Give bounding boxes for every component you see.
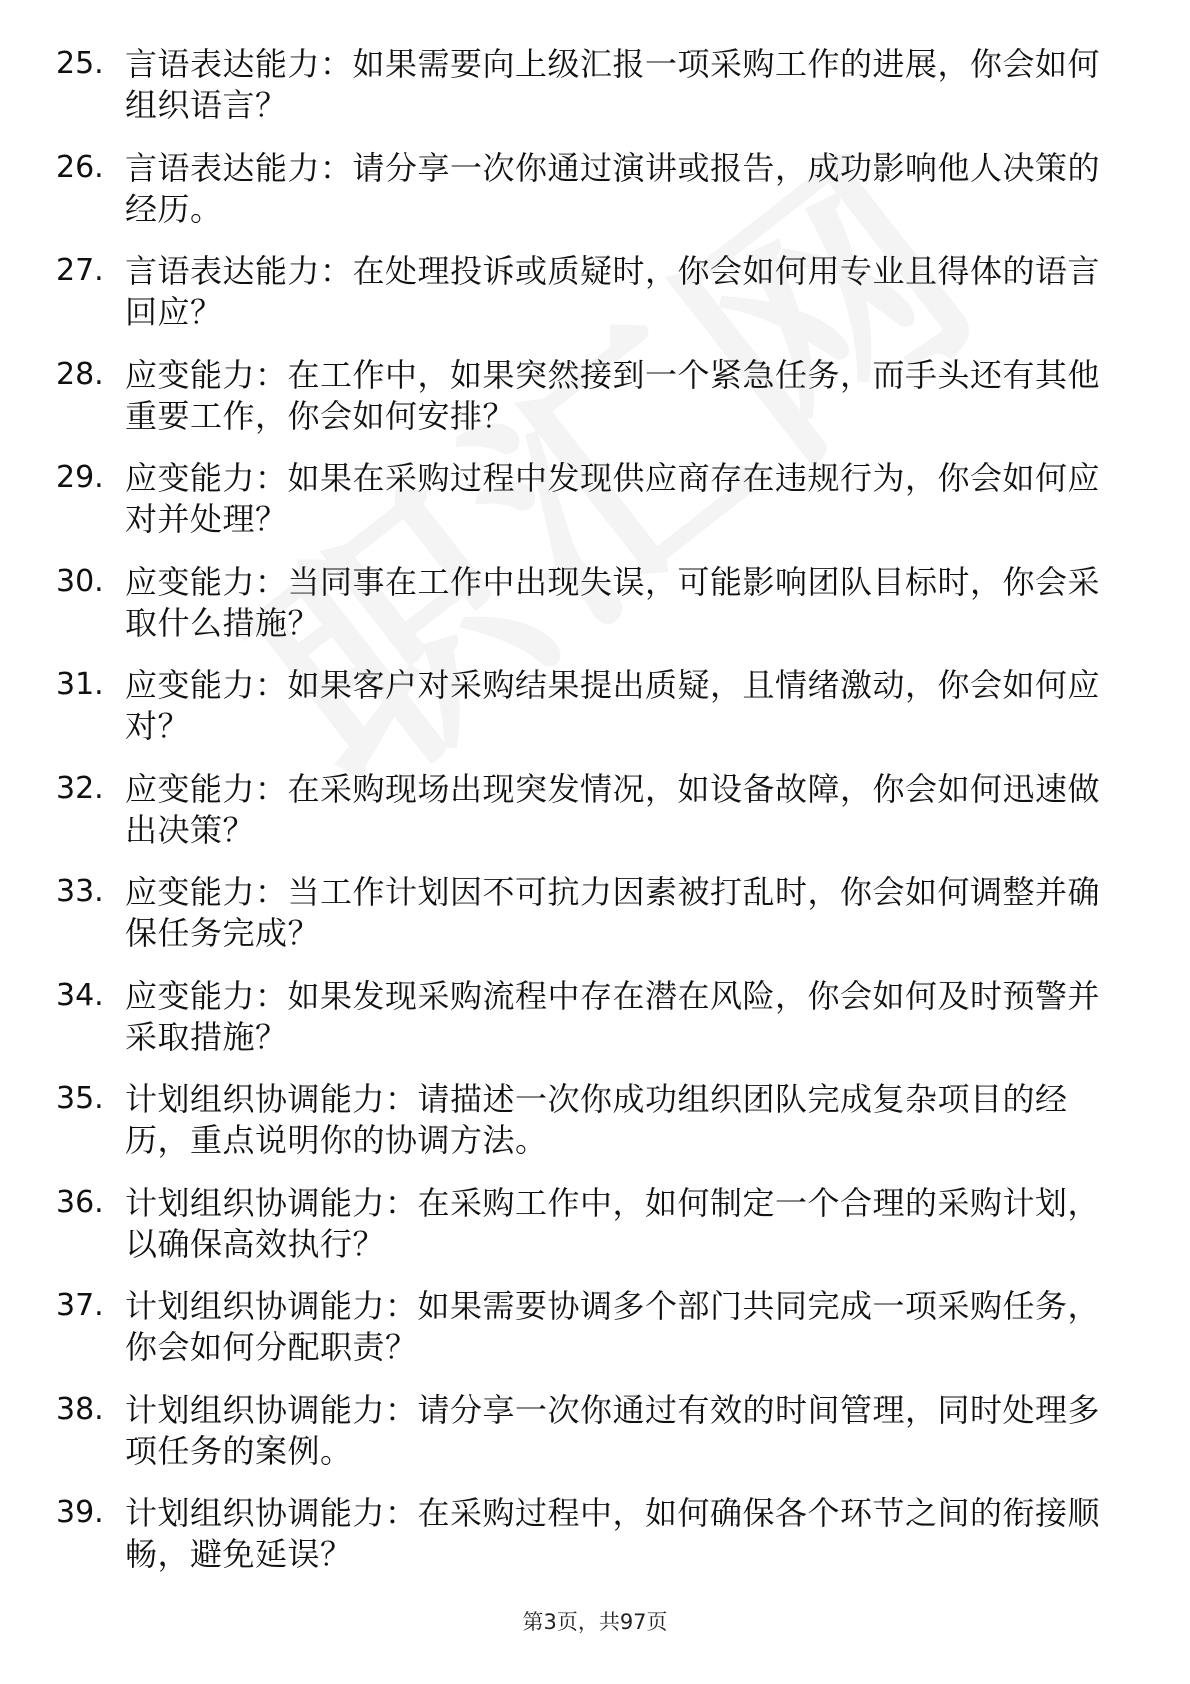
question-text: 应变能力：当同事在工作中出现失误，可能影响团队目标时，你会采取什么措施？ bbox=[125, 562, 1101, 642]
question-item bbox=[0, 665, 1190, 769]
question-text: 言语表达能力：如果需要向上级汇报一项采购工作的进展，你会如何组织语言？ bbox=[125, 45, 1101, 124]
question-number: 27. bbox=[56, 253, 104, 288]
question-text: 应变能力：如果客户对采购结果提出质疑，且情绪激动，你会如何应对？ bbox=[125, 666, 1101, 745]
question-text: 计划组织协调能力：如果需要协调多个部门共同完成一项采购任务，你会如何分配职责？ bbox=[125, 1287, 1101, 1366]
question-item bbox=[0, 458, 1190, 562]
question-text: 言语表达能力：在处理投诉或质疑时，你会如何用专业且得体的语言回应？ bbox=[125, 252, 1101, 331]
question-item bbox=[0, 44, 1190, 148]
question-item bbox=[0, 148, 1190, 252]
question-number: 33. bbox=[56, 874, 104, 909]
question-number: 35. bbox=[56, 1081, 104, 1116]
question-item bbox=[0, 1183, 1190, 1287]
question-item bbox=[0, 355, 1190, 459]
question-text: 应变能力：在工作中，如果突然接到一个紧急任务，而手头还有其他重要工作，你会如何安排？ bbox=[125, 355, 1101, 435]
question-number: 29. bbox=[56, 460, 104, 495]
question-number: 34. bbox=[56, 977, 104, 1013]
question-item bbox=[0, 562, 1190, 666]
question-number: 25. bbox=[56, 46, 104, 81]
page-number-label: 第3页，共97页 bbox=[522, 1610, 668, 1634]
question-list bbox=[0, 44, 1190, 1597]
question-number: 26. bbox=[56, 149, 104, 185]
question-text: 计划组织协调能力：在采购过程中，如何确保各个环节之间的衔接顺畅，避免延误？ bbox=[125, 1494, 1101, 1573]
question-text: 言语表达能力：请分享一次你通过演讲或报告，成功影响他人决策的经历。 bbox=[125, 148, 1101, 228]
question-item bbox=[0, 1493, 1190, 1597]
question-number: 31. bbox=[56, 667, 104, 702]
question-item bbox=[0, 1390, 1190, 1494]
question-number: 28. bbox=[56, 356, 104, 392]
question-text: 应变能力：如果在采购过程中发现供应商存在违规行为，你会如何应对并处理？ bbox=[125, 459, 1101, 538]
question-text: 计划组织协调能力：请分享一次你通过有效的时间管理，同时处理多项任务的案例。 bbox=[125, 1390, 1101, 1470]
question-item bbox=[0, 251, 1190, 355]
question-number: 39. bbox=[56, 1495, 104, 1530]
page-footer bbox=[0, 1606, 1190, 1636]
question-item bbox=[0, 1286, 1190, 1390]
question-item bbox=[0, 1079, 1190, 1183]
question-number: 36. bbox=[56, 1184, 104, 1220]
question-item bbox=[0, 769, 1190, 873]
question-text: 应变能力：在采购现场出现突发情况，如设备故障，你会如何迅速做出决策？ bbox=[125, 769, 1101, 849]
question-text: 应变能力：当工作计划因不可抗力因素被打乱时，你会如何调整并确保任务完成？ bbox=[125, 873, 1101, 952]
question-text: 计划组织协调能力：在采购工作中，如何制定一个合理的采购计划，以确保高效执行？ bbox=[125, 1183, 1101, 1263]
question-item bbox=[0, 976, 1190, 1080]
question-text: 计划组织协调能力：请描述一次你成功组织团队完成复杂项目的经历，重点说明你的协调方法。 bbox=[125, 1080, 1068, 1159]
question-number: 32. bbox=[56, 770, 104, 806]
question-number: 30. bbox=[56, 563, 104, 599]
question-number: 38. bbox=[56, 1391, 104, 1427]
question-item bbox=[0, 872, 1190, 976]
question-number: 37. bbox=[56, 1288, 104, 1323]
question-text: 应变能力：如果发现采购流程中存在潜在风险，你会如何及时预警并采取措施？ bbox=[125, 976, 1101, 1056]
